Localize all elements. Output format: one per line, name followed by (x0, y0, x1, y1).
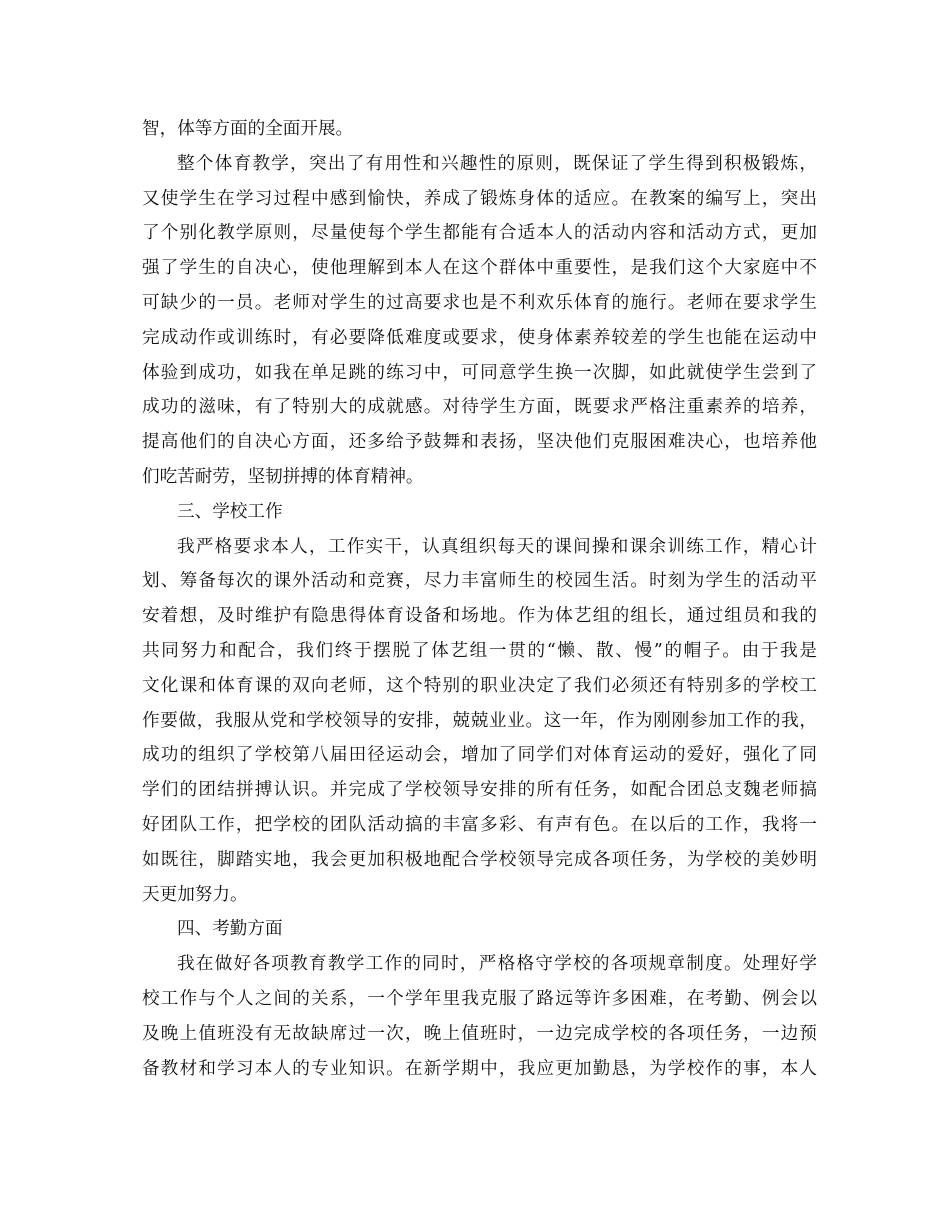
text-line: 可缺少的一员。老师对学生的过高要求也是不利欢乐体育的施行。老师在要求学生 (142, 292, 817, 313)
text-line: 校工作与个人之间的关系，一个学年里我克服了路远等许多困难，在考勤、例会以 (142, 988, 817, 1009)
text-line: 学们的团结拼搏认识。并完成了学校领导安排的所有任务，如配合团总支魏老师搞 (142, 780, 817, 801)
text-line: 如既往，脚踏实地，我会更加积极地配合学校领导完成各项任务，为学校的美妙明 (142, 849, 817, 870)
text-line: 共同努力和配合，我们终于摆脱了体艺组一贯的“懒、散、慢”的帽子。由于我是 (142, 640, 817, 661)
text-line: 安着想，及时维护有隐患得体育设备和场地。作为体艺组的组长，通过组员和我的 (142, 606, 817, 627)
text-line: 完成动作或训练时，有必要降低难度或要求，使身体素养较差的学生也能在运动中 (142, 327, 817, 348)
text-line: 作要做，我服从党和学校领导的安排，兢兢业业。这一年，作为刚刚参加工作的我， (142, 710, 817, 731)
text-line: 了个别化教学原则，尽量使每个学生都能有合适本人的活动内容和活动方式，更加 (142, 223, 817, 244)
text-line: 备教材和学习本人的专业知识。在新学期中，我应更加勤恳，为学校作的事，本人 (142, 1058, 817, 1079)
text-line: 文化课和体育课的双向老师，这个特别的职业决定了我们必须还有特别多的学校工 (142, 675, 817, 696)
text-line: 划、筹备每次的课外活动和竞赛，尽力丰富师生的校园生活。时刻为学生的活动平 (142, 571, 817, 592)
document-body (142, 112, 817, 1086)
section-heading: 三、学校工作 (177, 501, 283, 522)
text-line: 天更加努力。 (142, 884, 248, 905)
text-line: 好团队工作，把学校的团队活动搞的丰富多彩、有声有色。在以后的工作，我将一 (142, 814, 817, 835)
text-line: 我严格要求本人，工作实干，认真组织每天的课间操和课余训练工作，精心计 (177, 536, 817, 557)
text-line: 们吃苦耐劳，坚韧拼搏的体育精神。 (142, 466, 424, 487)
text-line: 成功的滋味，有了特别大的成就感。对待学生方面，既要求严格注重素养的培养， (142, 397, 817, 418)
text-line: 我在做好各项教育教学工作的同时，严格格守学校的各项规章制度。处理好学 (177, 954, 817, 975)
text-line: 整个体育教学，突出了有用性和兴趣性的原则，既保证了学生得到积极锻炼， (177, 153, 817, 174)
text-line: 又使学生在学习过程中感到愉快，养成了锻炼身体的适应。在教案的编写上，突出 (142, 188, 817, 209)
text-line: 提高他们的自决心方面，还多给予鼓舞和表扬，坚决他们克服困难决心，也培养他 (142, 432, 817, 453)
text-line: 智，体等方面的全面开展。 (142, 119, 354, 139)
text-line: 强了学生的自决心，使他理解到本人在这个群体中重要性，是我们这个大家庭中不 (142, 258, 817, 279)
text-line: 成功的组织了学校第八届田径运动会，增加了同学们对体育运动的爱好，强化了同 (142, 745, 817, 766)
text-line: 体验到成功，如我在单足跳的练习中，可同意学生换一次脚，如此就使学生尝到了 (142, 362, 817, 383)
text-line: 及晚上值班没有无故缺席过一次，晚上值班时，一边完成学校的各项任务，一边预 (142, 1023, 817, 1044)
section-heading: 四、考勤方面 (177, 919, 283, 940)
